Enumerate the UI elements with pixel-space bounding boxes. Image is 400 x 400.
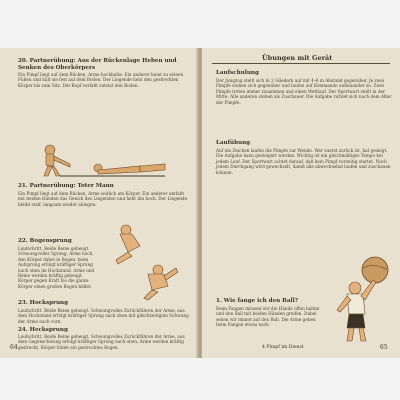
section-title: 23. Hocksprung — [18, 300, 69, 306]
section-title: 20. Partnerübung: Aus der Rückenlage Heben und Senken des Oberkörpers — [18, 58, 177, 71]
section-body: Auf ein Zeichen laufen die Pimpfe zur Wende. Wer zuerst zurück ist, hat gesiegt. Die Aufgabe kann gesteigert werden. Wichtig ist ein gleichmäßiges Tempo bei jedem Lauf. Der Sportwart achtet darauf, daß kein Pimpf vorzeitig startet. Nach jedem Durchgang wird gewechselt, damit alle abwechselnd laufen und zuschauen können. — [216, 148, 391, 175]
section-body: Laufschritt. Beide Beine gebeugt. Schwungvoller Sprung, Arme hoch, den Körper dabei in Bogen, beim Aufsprung erfolgt kräftiger Sprung nach oben im Hockstand. Arme und Beine werden kräftig gebeugt, Körper gegen Kraft bis die ganze Körper einen großen Bogen bildet. — [18, 246, 95, 289]
figure-jump — [110, 220, 180, 300]
page-header: Übungen mit Gerät — [262, 54, 333, 62]
section-body: Laufschritt. Beide Beine gebeugt. Schwungvolles Zurückführen der Arme, aus dem Gegenschwung erfolgt kräftiger Sprung nach oben, Arme werden kräftig gestreckt, Körper bildet ein gestrecktes Bogen. — [18, 334, 185, 350]
figure-partner-exercise — [40, 136, 180, 178]
left-page — [0, 48, 198, 358]
section-title: 24. Hecksprung — [18, 327, 68, 333]
figure-ball-catch — [327, 248, 397, 343]
page-number: 64 — [10, 344, 18, 351]
section-body: Ein Pimpf liegt auf dem Rücken, Arme seitlich am Körper. Ein anderer umfaßt mit beiden Händen das Genick des Liegenden und hebt ihn hoch. Der Liegende bleibt steif, langsam wieder ablegen. — [18, 191, 188, 207]
header-rule — [212, 63, 390, 64]
section-title: 21. Partnerübung: Toter Mann — [18, 183, 114, 189]
section-title: Laufübung — [216, 140, 251, 146]
book-spread — [0, 48, 400, 358]
running-head: 4 Pimpf im Dienst — [262, 345, 304, 350]
section-body: Beim Fangen müssen wir die Hände offen halten und den Ball mit beiden Händen greifen. Dabei sehen wir immer auf den Ball. Die Arme geben beim Fangen etwas nach. — [216, 306, 320, 328]
section-title: 22. Bogensprung — [18, 238, 72, 244]
section-title: 1. Wie fange ich den Ball? — [216, 298, 299, 304]
section-title: Laufschulung — [216, 70, 259, 76]
section-body: Laufschritt. Beide Beine gebeugt. Schwungvolles Zurückführen der Arme, aus dem Hockstand erfolgt kräftiger Sprung nach oben mit gleichzeitigem Schwung der Arme nach vorn. — [18, 308, 189, 324]
right-page — [202, 48, 400, 358]
page-number: 65 — [380, 344, 388, 351]
section-body: Ein Pimpf liegt auf dem Rücken, Arme hochhalte. Ein anderer kniet zu seinen Füßen und hält sie fest auf dem Boden. Der Liegende hebt den gestreckten Körper bis zum Sitz. Der Kopf verläßt zuletzt den Boden. — [18, 72, 184, 88]
section-body: Der Jungzug stellt sich in 2 Gliedern auf mit 4–6 m Abstand gegenüber. Je zwei Pimpfe stehen sich gegenüber und laufen auf Kommando aufeinander zu. Zwei Pimpfe treten immer zusammen und einen Wettlauf. Der Sportwart stellt in der Mitte. Alle anderen stehen als Zuschauer. Die Aufgabe richtet sich nach dem Alter der Pimpfe. — [216, 78, 392, 105]
